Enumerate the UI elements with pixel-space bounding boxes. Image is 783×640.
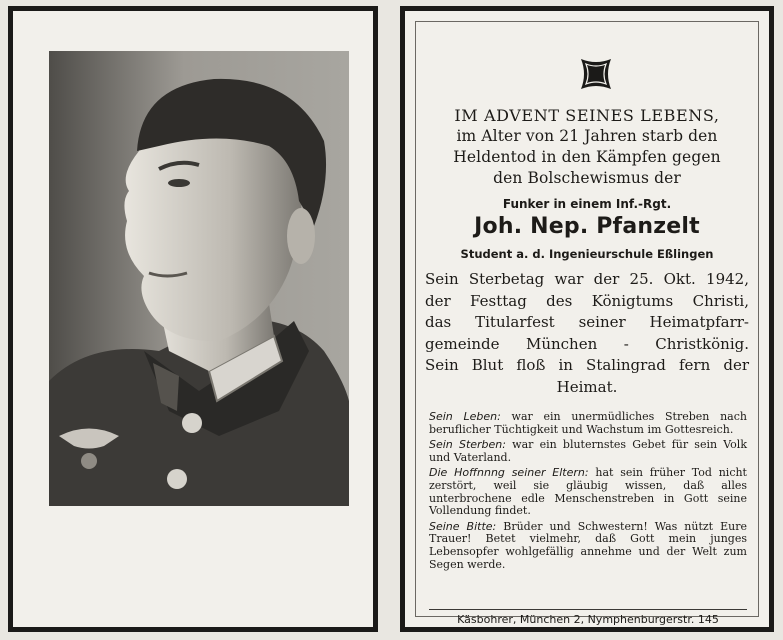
printer-footer: Käsbohrer, München 2, Nymphenburgerstr. 145 [457, 613, 719, 626]
death-line-2: der Festtag des Königtums Christi, [425, 291, 749, 310]
portrait-photo [49, 51, 349, 506]
paragraph-label: Seine Bitte: [429, 519, 497, 533]
death-line-6: Heimat. [556, 377, 618, 396]
paragraph-text: Brüder und Schwestern! Was nützt Eure Trauer! Betet vielmehr, daß Gott mein junges Lebensopfer wohlgefällig annehme und der Welt zum Segen werde. [429, 519, 747, 571]
paragraph-label: Sein Sterben: [429, 438, 506, 452]
intro-line-2: Heldentod in den Kämpfen gegen [453, 148, 721, 166]
paragraph-text: war ein unermüdliches Streben nach beruflicher Tüchtigkeit und Wachstum im Gottesreich. [429, 410, 747, 436]
paragraph-label: Die Hoffnnng seiner Eltern: [429, 466, 589, 480]
paragraph-life [429, 411, 747, 436]
intro-line-1: im Alter von 21 Jahren starb den [456, 127, 718, 145]
paragraph-death [429, 439, 747, 464]
paragraph-label: Sein Leben: [429, 410, 501, 423]
iron-cross-icon [579, 57, 613, 91]
death-paragraph [425, 269, 749, 398]
footer-divider [429, 609, 747, 610]
intro-text [419, 105, 755, 189]
paragraph-text: hat sein früher Tod nicht zerstört, weil sie gläubig wissen, daß alles unterbrochene edle Menschenstreben in Gott seine Vollendung findet. [429, 466, 747, 518]
memorial-paragraphs [429, 411, 747, 574]
memorial-text-card [400, 6, 774, 632]
paragraph-text: war ein bluternstes Gebet für sein Volk und Vaterland. [429, 438, 747, 464]
death-line-1: Sein Sterbetag war der 25. Okt. 1942, [425, 270, 749, 288]
intro-title: IM ADVENT SEINES LEBENS, [454, 106, 720, 125]
deceased-name: Joh. Nep. Pfanzelt [474, 214, 700, 239]
portrait-card [8, 6, 378, 632]
intro-line-3: den Bolschewismus der [493, 169, 681, 187]
death-line-5: Sein Blut floß in Stalingrad fern der [425, 356, 749, 374]
death-line-3: das Titularfest seiner Heimatpfarr- [425, 313, 749, 331]
paragraph-request [429, 521, 747, 571]
school-line: Student a. d. Ingenieurschule Eßlingen [460, 247, 714, 261]
death-line-4: gemeinde München - Christkönig. [425, 334, 749, 353]
paragraph-hope [429, 467, 747, 517]
rank-line: Funker in einem Inf.-Rgt. [502, 197, 672, 211]
